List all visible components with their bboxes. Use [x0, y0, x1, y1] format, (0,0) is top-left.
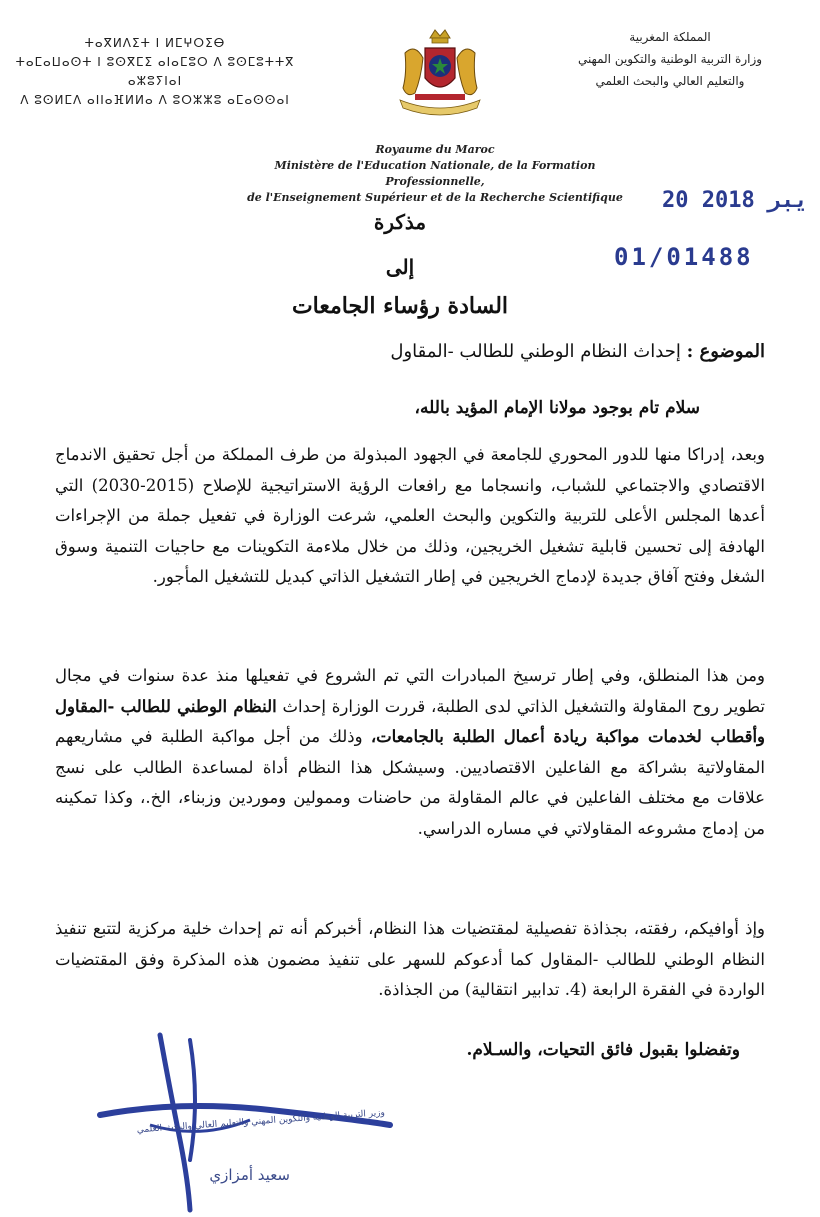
date-stamp: 20 يبر 2018 [662, 188, 808, 213]
arabic-header [550, 26, 790, 92]
tifinagh-header [10, 34, 300, 110]
signature-stamp [40, 1030, 440, 1215]
paragraph-1: وبعد، إدراكا منها للدور المحوري للجامعة في الجهود المبذولة من طرف المملكة من أجل تحقيق الاندماج الاقتصادي والاجتماعي للشباب، وانسجاما مع رافعات الرؤية الاستراتيجية للإصلاح (2015-2030) التي أعدها المجلس الأعلى للتربية والتكوين والبحث العلمي، شرعت الوزارة في تفعيل جملة من الإجراءات الهادفة إلى تحسين قابلية تشغيل الخريجين، وذلك من خلال ملاءمة التكوينات مع حاجيات التنمية وسوق الشغل وفتح آفاق جديدة لإدماج الخريجين في إطار التشغيل الذاتي كبديل للتشغيل المأجور. [55, 445, 765, 586]
arabic-header-line-1: المملكة المغربية [629, 30, 711, 44]
memo-subject [205, 341, 765, 362]
paragraph-2-part-1: ومن هذا المنطلق، وفي إطار ترسيخ المبادرات التي تم الشروع في تفعيلها منذ عدة سنوات في مجال تطوير روح المقاولة والتشغيل الذاتي لدى الطلبة، قررت الوزارة إحداث [55, 666, 765, 716]
coat-of-arms-icon [385, 28, 495, 118]
subject-label: الموضوع : [686, 341, 765, 362]
tifinagh-line-3: ⴷ ⵓⵙⵍⵎⴷ ⴰⵏⵏⴰⴼⵍⵍⴰ ⴷ ⵓⵔⵣⵣⵓ ⴰⵎⴰⵙⵙⴰⵏ [20, 93, 290, 107]
french-header-line-2: Ministère de l'Education Nationale, de la Formation Professionnelle, [274, 159, 596, 188]
memo-recipient: السادة رؤساء الجامعات [291, 293, 509, 319]
tifinagh-line-1: ⵜⴰⴳⵍⴷⵉⵜ ⵏ ⵍⵎⵖⵔⵉⴱ [84, 36, 226, 50]
french-header-line-1: Royaume du Maroc [375, 143, 495, 156]
greeting: سلام تام بوجود مولانا الإمام المؤيد بالله، [414, 398, 700, 418]
paragraph-2 [55, 661, 765, 844]
closing-line: وتفضلوا بقبول فائق التحيات، والسـلام. [466, 1040, 740, 1060]
arabic-header-line-2: وزارة التربية الوطنية والتكوين المهني [577, 52, 763, 66]
reference-number-stamp: 01/01488 [614, 243, 754, 271]
memo-title: مذكرة [373, 210, 427, 234]
french-header [230, 142, 640, 206]
tifinagh-line-2: ⵜⴰⵎⴰⵡⴰⵙⵜ ⵏ ⵓⵙⴳⵎⵉ ⴰⵏⴰⵎⵓⵔ ⴷ ⵓⵙⵎⵓⵜⵜⴳ ⴰⵣⵓⵢⵏⴰⵏ [15, 55, 295, 88]
signature-stamp-text: وزير التربية الوطنية والتكوين المهني والتعليم العالي والبحث العلمي [136, 1108, 386, 1136]
paragraph-2-bold: النظام الوطني للطالب -المقاول وأقطاب لخدمات مواكبة ريادة أعمال الطلبة بالجامعات، [55, 696, 766, 746]
subject-text: إحداث النظام الوطني للطالب -المقاول [390, 341, 681, 362]
french-header-line-3: de l'Enseignement Supérieur et de la Recherche Scientifique [247, 191, 623, 204]
paragraph-2-part-2: وذلك من أجل مواكبة الطلبة في مشاريعهم المقاولاتية بشراكة مع الفاعلين الاقتصاديين. وسيشكل هذا النظام أداة لمساعدة الطالب على نسج علاقات مع مختلف الفاعلين في عالم المقاولة من حاضنات وممولين وموردين وزبناء، الخ.، وكذا تمكينه من إدماج مشروعه المقاولاتي في مساره الدراسي. [55, 727, 765, 838]
signature-name: سعيد أمزازي [209, 1166, 290, 1184]
paragraph-3: وإذ أوافيكم، رفقته، بجذاذة تفصيلية لمقتضيات هذا النظام، أخبركم أنه تم إحداث خلية مركزية لتتبع تنفيذ النظام الوطني للطالب -المقاول كما أدعوكم للسهر على تنفيذ مضمون هذه المذكرة وفق المقتضيات الواردة في الفقرة الرابعة (4. تدابير انتقالية) من الجذاذة. [55, 919, 765, 999]
arabic-header-line-3: والتعليم العالي والبحث العلمي [595, 74, 745, 88]
memo-to: إلى [385, 255, 415, 279]
